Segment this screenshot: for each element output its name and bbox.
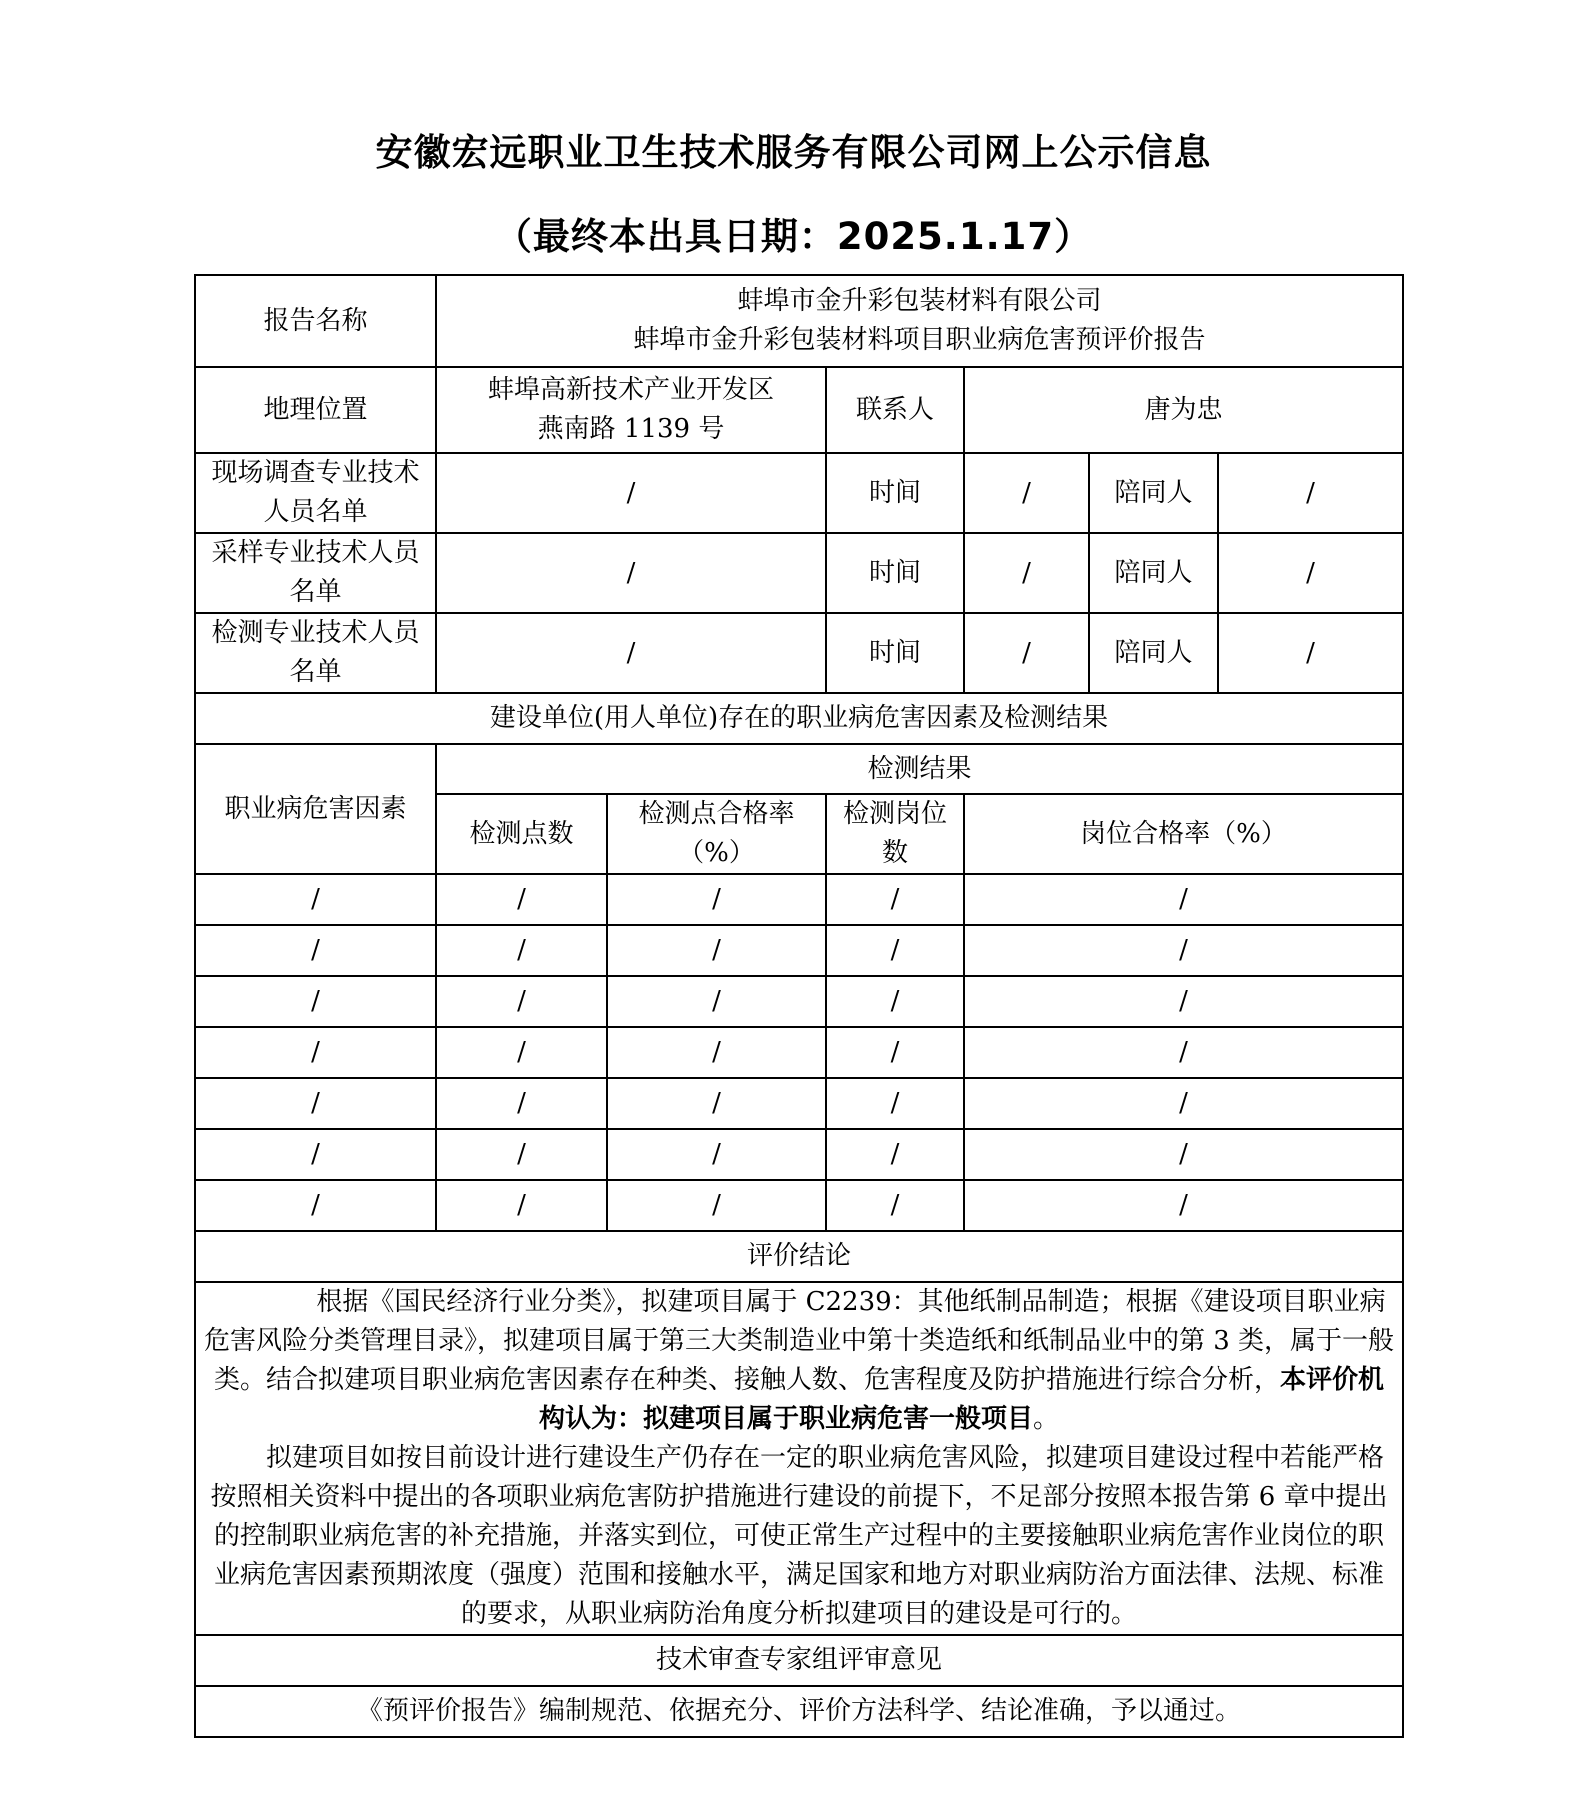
table-cell: / xyxy=(964,1180,1403,1231)
review-heading: 技术审查专家组评审意见 xyxy=(195,1635,1403,1686)
staff-escort-value: / xyxy=(1218,453,1403,533)
staff-row xyxy=(195,453,1403,533)
hazard-section-heading: 建设单位(用人单位)存在的职业病危害因素及检测结果 xyxy=(195,693,1403,744)
table-cell: / xyxy=(826,925,964,976)
table-cell: / xyxy=(195,976,436,1027)
table-cell: / xyxy=(964,925,1403,976)
conclusion-heading: 评价结论 xyxy=(195,1231,1403,1282)
table-cell: / xyxy=(826,1078,964,1129)
table-cell: / xyxy=(607,1180,826,1231)
report-name-row xyxy=(195,275,1403,367)
table-cell: / xyxy=(607,1027,826,1078)
table-cell: / xyxy=(195,1027,436,1078)
conclusion-body-row xyxy=(195,1282,1403,1635)
hazard-section-heading-row xyxy=(195,693,1403,744)
location-row xyxy=(195,367,1403,453)
table-row xyxy=(195,1180,1403,1231)
staff-escort-label: 陪同人 xyxy=(1089,613,1218,693)
table-cell: / xyxy=(607,874,826,925)
table-row xyxy=(195,1129,1403,1180)
conclusion-paragraph-1 xyxy=(202,1283,1396,1439)
conclusion-body xyxy=(195,1282,1403,1635)
staff-time-value: / xyxy=(964,533,1089,613)
table-cell: / xyxy=(195,1078,436,1129)
table-cell: / xyxy=(964,1078,1403,1129)
location-value xyxy=(436,367,826,453)
table-cell: / xyxy=(195,1129,436,1180)
staff-escort-value: / xyxy=(1218,613,1403,693)
staff-row xyxy=(195,533,1403,613)
report-name-value xyxy=(436,275,1403,367)
table-cell: / xyxy=(964,976,1403,1027)
staff-row-label: 检测专业技术人员名单 xyxy=(195,613,436,693)
table-cell: / xyxy=(607,925,826,976)
location-label: 地理位置 xyxy=(195,367,436,453)
staff-time-label: 时间 xyxy=(826,453,964,533)
table-cell: / xyxy=(436,976,607,1027)
column-header-positions: 检测岗位数 xyxy=(826,794,964,874)
company-name: 蚌埠市金升彩包装材料有限公司 xyxy=(737,286,1102,316)
review-body-row xyxy=(195,1686,1403,1737)
table-cell: / xyxy=(826,1129,964,1180)
table-cell: / xyxy=(436,1180,607,1231)
table-cell: / xyxy=(964,1129,1403,1180)
staff-escort-label: 陪同人 xyxy=(1089,453,1218,533)
issue-date-subtitle: （最终本出具日期：2025.1.17） xyxy=(494,215,1093,258)
table-cell: / xyxy=(607,1129,826,1180)
hazard-header-row xyxy=(195,744,1403,794)
conclusion-key-finding: 本评价机构认为：拟建项目属于职业病危害一般项目 xyxy=(538,1365,1385,1434)
review-heading-row xyxy=(195,1635,1403,1686)
table-cell: / xyxy=(195,874,436,925)
staff-time-label: 时间 xyxy=(826,533,964,613)
table-cell: / xyxy=(964,874,1403,925)
report-name-label: 报告名称 xyxy=(195,275,436,367)
table-cell: / xyxy=(964,1027,1403,1078)
column-header-point-pass-rate: 检测点合格率（%） xyxy=(607,794,826,874)
table-cell: / xyxy=(436,874,607,925)
staff-row xyxy=(195,613,1403,693)
table-cell: / xyxy=(607,1078,826,1129)
staff-names: / xyxy=(436,453,826,533)
staff-escort-value: / xyxy=(1218,533,1403,613)
table-cell: / xyxy=(826,1180,964,1231)
location-line-1: 蚌埠高新技术产业开发区 xyxy=(487,375,774,405)
conclusion-heading-row xyxy=(195,1231,1403,1282)
column-header-points: 检测点数 xyxy=(436,794,607,874)
detection-results-header: 检测结果 xyxy=(436,744,1403,794)
table-row xyxy=(195,874,1403,925)
table-row xyxy=(195,1027,1403,1078)
table-row xyxy=(195,925,1403,976)
staff-time-label: 时间 xyxy=(826,613,964,693)
table-cell: / xyxy=(436,1027,607,1078)
location-line-2: 燕南路 1139 号 xyxy=(537,414,725,444)
conclusion-paragraph-1-end: 。 xyxy=(1033,1404,1060,1434)
column-header-position-pass-rate: 岗位合格率（%） xyxy=(964,794,1403,874)
table-cell: / xyxy=(826,874,964,925)
table-cell: / xyxy=(607,976,826,1027)
table-cell: / xyxy=(826,1027,964,1078)
table-cell: / xyxy=(436,1129,607,1180)
table-cell: / xyxy=(195,1180,436,1231)
contact-label: 联系人 xyxy=(826,367,964,453)
hazard-factor-header: 职业病危害因素 xyxy=(195,744,436,874)
table-row xyxy=(195,976,1403,1027)
table-cell: / xyxy=(826,976,964,1027)
conclusion-paragraph-1-text: 根据《国民经济行业分类》，拟建项目属于 C2239：其他纸制品制造；根据《建设项目职业病危害风险分类管理目录》，拟建项目属于第三大类制造业中第十类造纸和纸制品业中的第 3 类，属于一般类。结合拟建项目职业病危害因素存在种类、接触人数、危害程度及防护措施进行综合分析， xyxy=(203,1287,1395,1395)
report-table xyxy=(194,274,1404,1738)
table-cell: / xyxy=(436,1078,607,1129)
report-title: 蚌埠市金升彩包装材料项目职业病危害预评价报告 xyxy=(633,325,1206,355)
table-cell: / xyxy=(195,925,436,976)
table-cell: / xyxy=(436,925,607,976)
staff-names: / xyxy=(436,613,826,693)
review-opinion: 《预评价报告》编制规范、依据充分、评价方法科学、结论准确，予以通过。 xyxy=(195,1686,1403,1737)
staff-time-value: / xyxy=(964,613,1089,693)
staff-row-label: 现场调查专业技术人员名单 xyxy=(195,453,436,533)
staff-row-label: 采样专业技术人员名单 xyxy=(195,533,436,613)
staff-names: / xyxy=(436,533,826,613)
page-title: 安徽宏远职业卫生技术服务有限公司网上公示信息 xyxy=(375,131,1212,174)
table-row xyxy=(195,1078,1403,1129)
staff-time-value: / xyxy=(964,453,1089,533)
contact-value: 唐为忠 xyxy=(964,367,1403,453)
staff-escort-label: 陪同人 xyxy=(1089,533,1218,613)
conclusion-paragraph-2: 拟建项目如按目前设计进行建设生产仍存在一定的职业病危害风险，拟建项目建设过程中若能严格按照相关资料中提出的各项职业病危害防护措施进行建设的前提下，不足部分按照本报告第 6 章中提出的控制职业病危害的补充措施，并落实到位，可使正常生产过程中的主要接触职业病危害作业岗位的职业病危害因素预期浓度（强度）范围和接触水平，满足国家和地方对职业病防治方面法律、法规、标准的要求，从职业病防治角度分析拟建项目的建设是可行的。 xyxy=(210,1443,1388,1629)
